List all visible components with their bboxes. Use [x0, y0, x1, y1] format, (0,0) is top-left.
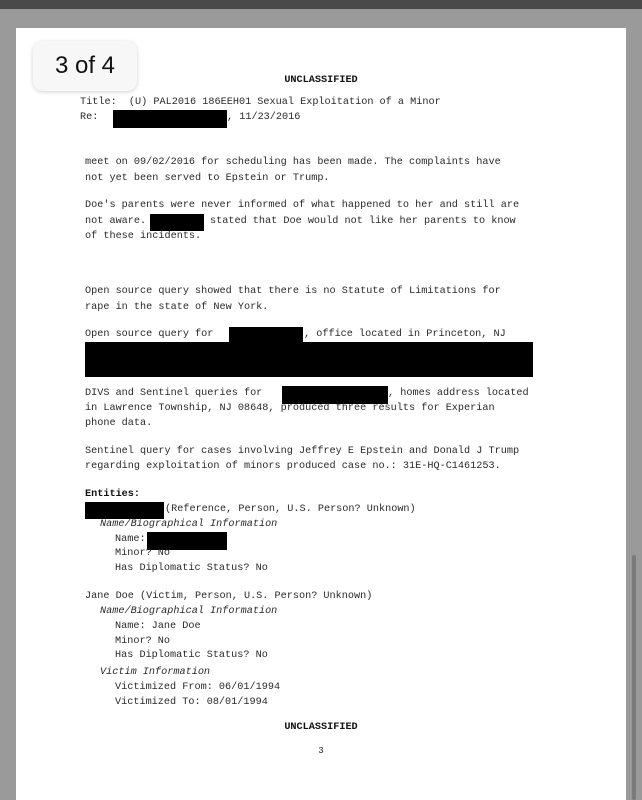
entity-field: Name:: [115, 534, 146, 545]
title-line: Title: (U) PAL2016 186EEH01 Sexual Exploitation of a Minor: [80, 97, 441, 108]
paragraph-line: rape in the state of New York.: [85, 302, 269, 313]
paragraph-line: not aware.: [85, 216, 147, 227]
redaction-block: [229, 327, 303, 343]
entities-heading: Entities:: [85, 489, 141, 500]
redaction-block: [113, 110, 227, 128]
re-label: Re:: [80, 112, 99, 123]
entity-section-heading: Victim Information: [100, 667, 211, 678]
paragraph-line: not yet been served to Epstein or Trump.: [85, 173, 330, 184]
paragraph-line: phone data.: [85, 418, 153, 429]
entity-field: Victimized From: 06/01/1994: [115, 682, 281, 693]
classification-footer: UNCLASSIFIED: [284, 722, 358, 733]
paragraph-line: Sentinel query for cases involving Jeffrey E Epstein and Donald J Trump: [85, 446, 520, 457]
classification-header: UNCLASSIFIED: [284, 75, 358, 86]
viewer-top-bar: [0, 0, 642, 9]
paragraph-line: DIVS and Sentinel queries for: [85, 388, 263, 399]
entity-field: Has Diplomatic Status? No: [115, 563, 268, 574]
entity-reference: (Reference, Person, U.S. Person? Unknown): [165, 504, 416, 515]
paragraph-line: Doe's parents were never informed of what happened to her and still are: [85, 200, 520, 211]
entity-field: Has Diplomatic Status? No: [115, 650, 268, 661]
page-counter: 3 of 4: [33, 41, 137, 91]
redaction-block: [282, 386, 388, 404]
redaction-block: [150, 214, 204, 231]
entity-field: Name: Jane Doe: [115, 621, 201, 632]
entity-field: Minor? No: [115, 636, 171, 647]
re-date: , 11/23/2016: [227, 112, 301, 123]
paragraph-line: Open source query showed that there is no Statute of Limitations for: [85, 286, 501, 297]
entity-section-heading: Name/Biographical Information: [100, 606, 278, 617]
entity-reference: Jane Doe (Victim, Person, U.S. Person? Unknown): [85, 591, 373, 602]
paragraph-line: meet on 09/02/2016 for scheduling has been made. The complaints have: [85, 157, 501, 168]
paragraph-line: , homes address located: [388, 388, 529, 399]
paragraph-line: stated that Doe would not like her parents to know: [210, 216, 516, 227]
scrollbar[interactable]: [632, 555, 636, 800]
redaction-block: [85, 502, 164, 519]
paragraph-line: in Lawrence Township, NJ 08648, produced three results for Experian: [85, 403, 495, 414]
paragraph-line: Open source query for: [85, 329, 214, 340]
paragraph-line: of these incidents.: [85, 231, 202, 242]
page-number: 3: [318, 746, 324, 756]
paragraph-line: , office located in Princeton, NJ: [304, 329, 506, 340]
redaction-block: [85, 342, 533, 377]
entity-section-heading: Name/Biographical Information: [100, 519, 278, 530]
entity-field: Minor? No: [115, 548, 171, 559]
entity-field: Victimized To: 08/01/1994: [115, 697, 268, 708]
paragraph-line: regarding exploitation of minors produced case no.: 31E-HQ-C1461253.: [85, 461, 501, 472]
